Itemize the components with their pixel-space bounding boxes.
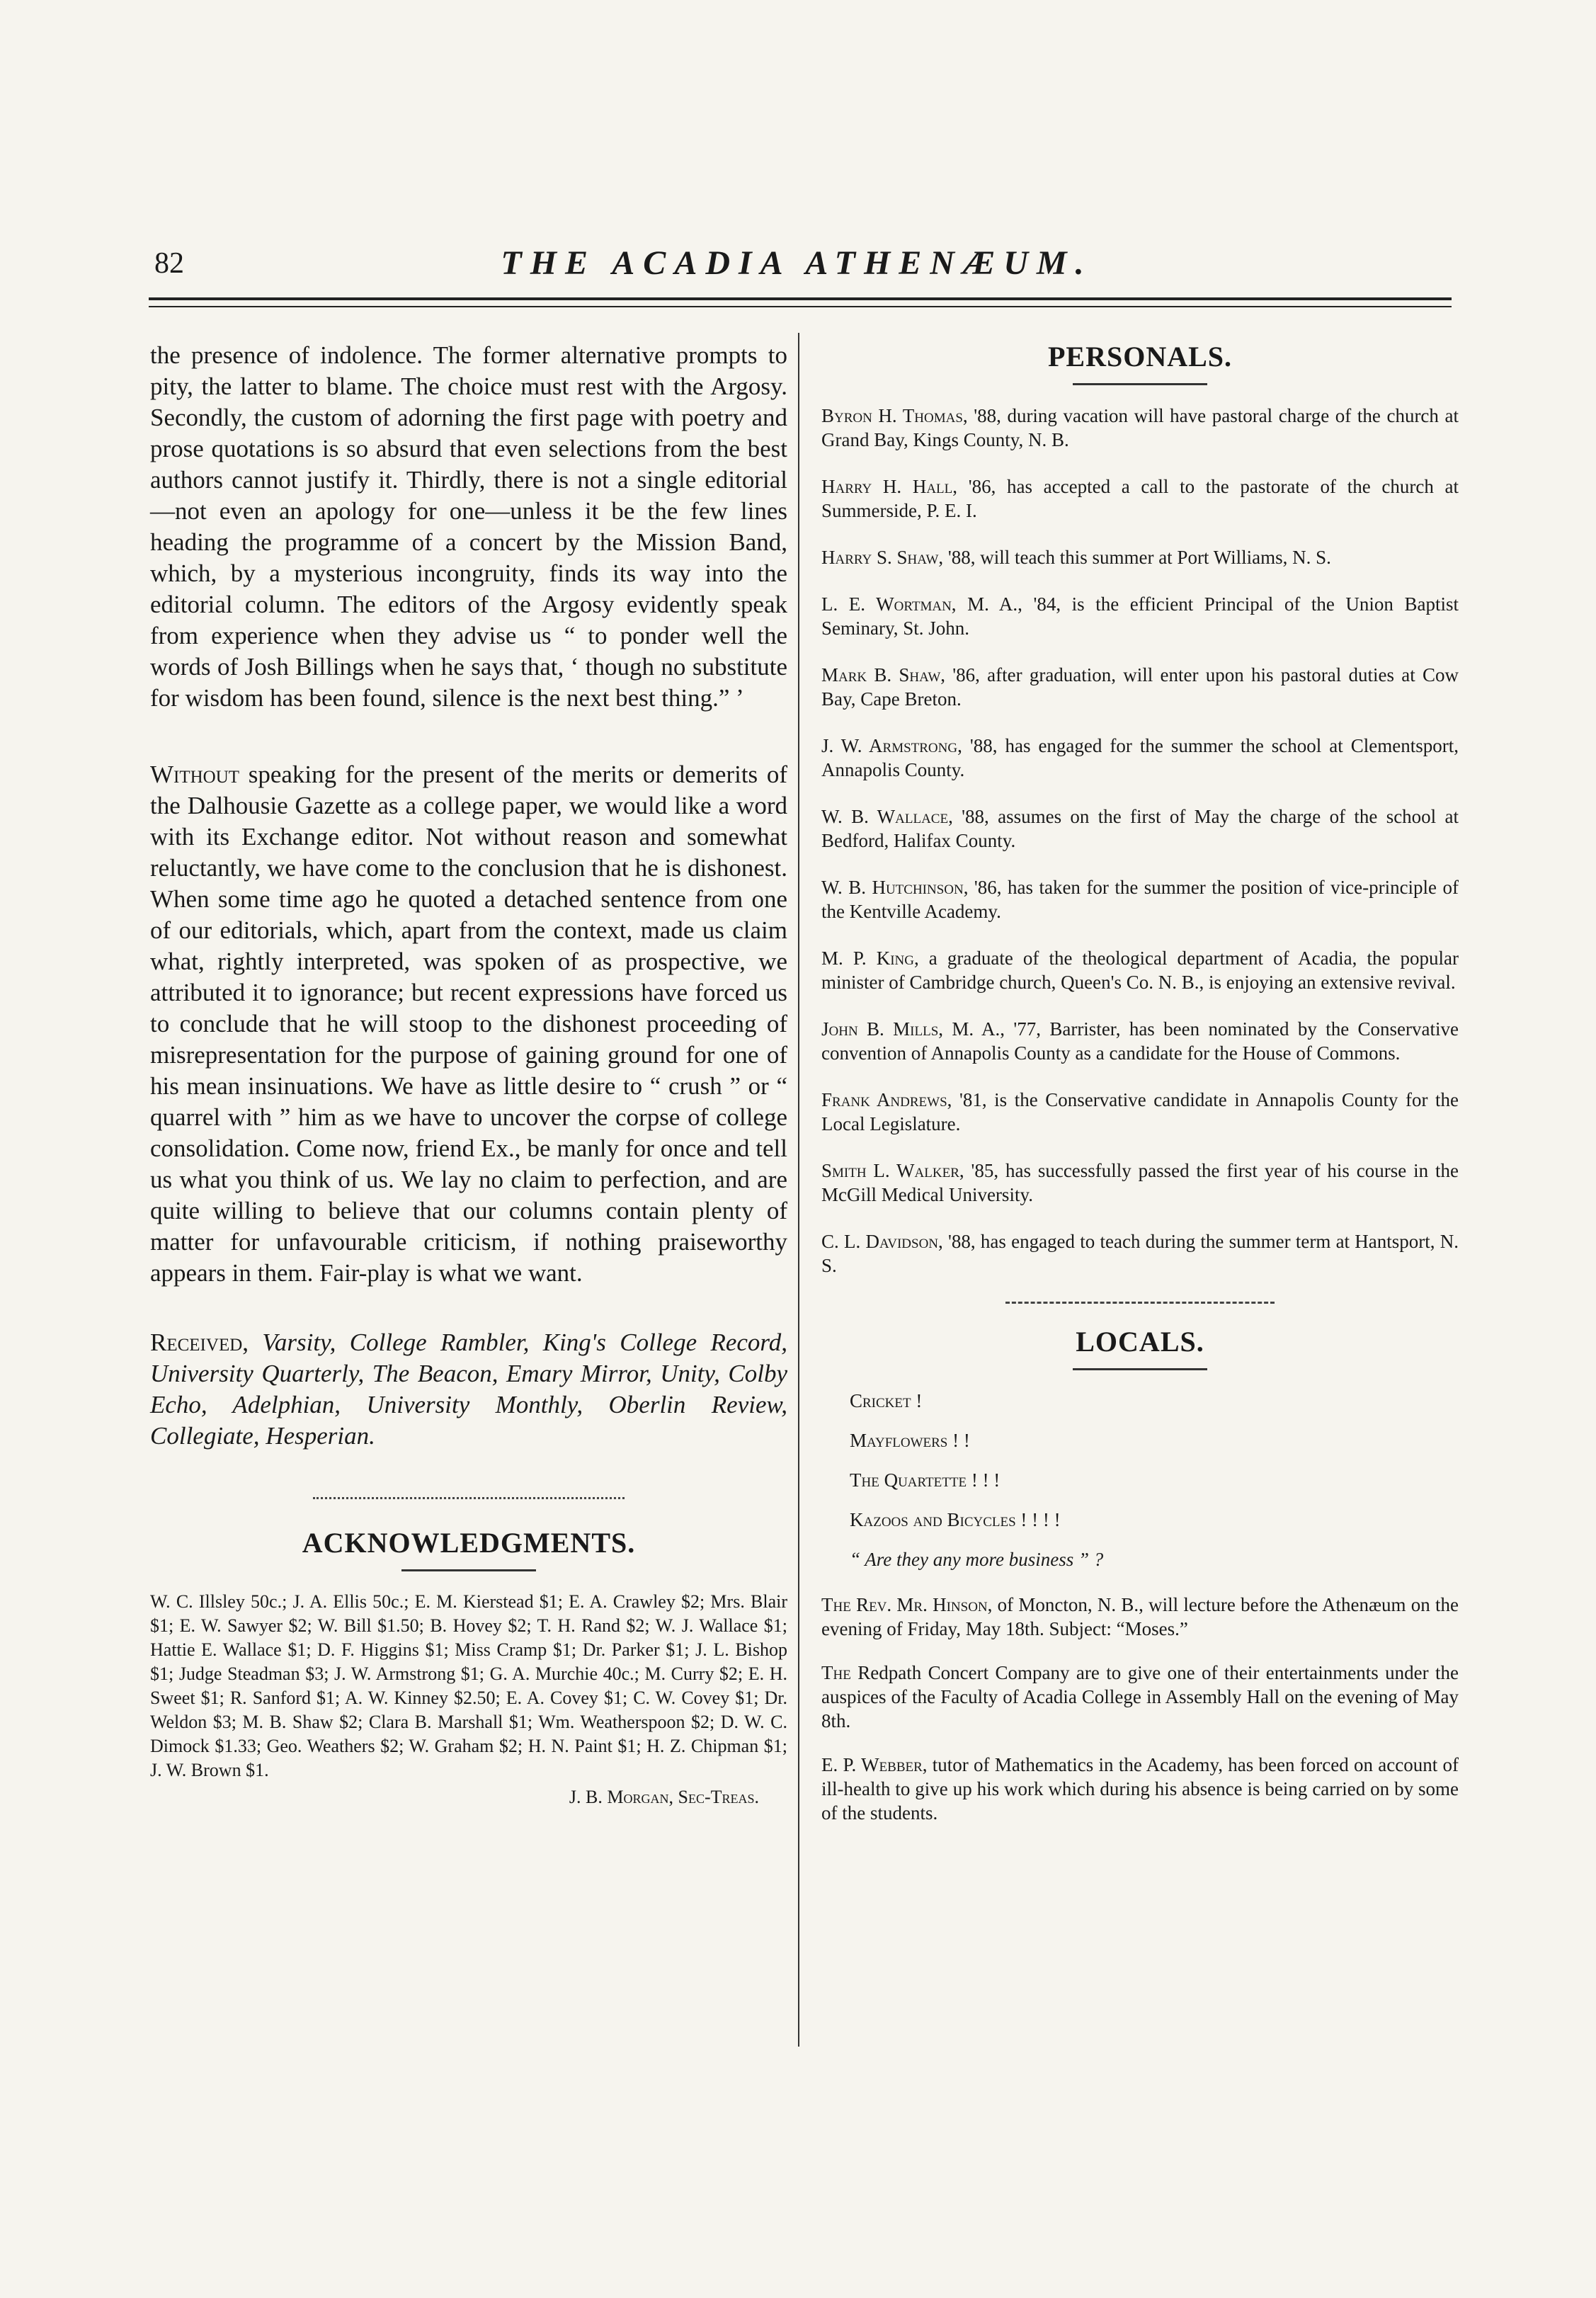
personal-item <box>821 1229 1459 1278</box>
local-text: tutor of Mathematics in the Academy, has been forced on account of ill-health to give up his work which during his absence is being carried on by some of the students. <box>821 1754 1459 1824</box>
personal-item <box>821 663 1459 711</box>
local-lead: E. P. Webber, <box>821 1754 928 1775</box>
local-text: Redpath Concert Company are to give one of their entertainments under the auspices of the Faculty of Acadia College in Assembly Hall on the evening of May 8th. <box>821 1662 1459 1731</box>
personal-text: '81, is the Conservative candidate in Annapolis County for the Local Legislature. <box>821 1089 1459 1134</box>
personal-item <box>821 734 1459 782</box>
personal-text: '86, after graduation, will enter upon his pastoral duties at Cow Bay, Cape Breton. <box>821 664 1459 710</box>
section-divider <box>1005 1302 1275 1304</box>
paragraph-text: speaking for the present of the merits or demerits of the Dalhousie Gazette as a college paper, we would like a word with its Exchange editor. Not without reason and somewhat reluctantly, we have come to the conclusion that he is dishonest. When some time ago he quoted a detached sentence from one of our editorials, which, apart from the context, made us claim what, rightly interpreted, was spoken of as prospective, we attributed it to ignorance; but recent expressions have forced us to conclude that he will stoop to the dishonest proceeding of misrepresentation for the purpose of gaining ground for one of his mean insinuations. We have as little desire to “ crush ” or “ quarrel with ” him as we have to uncover the corpse of college consolidation. Come now, friend Ex., be manly for once and tell us what you think of us. We lay no claim to perfection, and are quite willing to believe that our columns contain plenty of matter for unfavourable criticism, if nothing praiseworthy appears in them. Fair-play is what we want. <box>150 761 787 1287</box>
journal-title: THE ACADIA ATHENÆUM. <box>501 244 1093 282</box>
personal-item <box>821 545 1459 569</box>
acknowledgments-signature: J. B. Morgan, Sec-Treas. <box>569 1787 759 1807</box>
section-divider <box>313 1497 625 1499</box>
local-short-item: Cricket ! <box>850 1390 923 1411</box>
personal-name: W. B. Wallace, <box>821 806 953 827</box>
personal-name: John B. Mills, <box>821 1018 944 1040</box>
personal-item <box>821 875 1459 923</box>
personals-list <box>821 404 1459 1278</box>
personal-item <box>821 474 1459 523</box>
personal-text: a graduate of the theological department of Acadia, the popular minister of Cambridge church, Queen's Co. N. B., is enjoying an extensive revival. <box>821 948 1459 993</box>
personal-name: Harry H. Hall, <box>821 476 958 497</box>
local-lead: The <box>821 1662 851 1683</box>
exchanges-received <box>150 1327 787 1452</box>
personal-text: '85, has successfully passed the first year of his course in the McGill Medical University. <box>821 1160 1459 1205</box>
left-column <box>150 340 787 1808</box>
personal-item <box>821 592 1459 640</box>
personal-name: Frank Andrews, <box>821 1089 952 1110</box>
personal-item <box>821 1017 1459 1065</box>
personal-item <box>821 404 1459 452</box>
page-number: 82 <box>154 247 184 280</box>
personal-text: '86, has accepted a call to the pastorate of the church at Summerside, P. E. I. <box>821 476 1459 521</box>
personal-item <box>821 1088 1459 1136</box>
heading-rule <box>401 1569 536 1571</box>
exchanges-list: Varsity, College Rambler, King's College Record, University Quarterly, The Beacon, Emary Mirror, Unity, Colby Echo, Adelphian, University Monthly, Oberlin Review, Collegiate, Hesperian. <box>150 1329 787 1450</box>
local-lead: The Rev. Mr. Hinson, <box>821 1594 993 1615</box>
page-header <box>142 241 1452 297</box>
acknowledgments-list: W. C. Illsley 50c.; J. A. Ellis 50c.; E. M. Kierstead $1; E. A. Crawley $2; Mrs. Blair $1; E. W. Sawyer $2; W. Bill $1.50; B. Hovey $2; T. H. Rand $2; W. J. Wallace $1; Hattie E. Wallace $1; D. F. Higgins $1; Miss Cramp $1; Dr. Parker $1; J. L. Bishop $1; Judge Steadman $3; J. W. Armstrong $1; G. A. Murchie 40c.; M. Curry $2; E. H. Sweet $1; R. Sanford $1; A. W. Kinney $2.50; E. A. Covey $1; C. W. Covey $1; Dr. Weldon $3; M. B. Shaw $2; Clara B. Marshall $1; Wm. Weatherspoon $2; D. W. C. Dimock $1.33; Geo. Weathers $2; W. Graham $2; H. N. Paint $1; H. Z. Chipman $1; J. W. Brown $1. <box>150 1591 787 1780</box>
local-short-item: Kazoos and Bicycles ! ! ! ! <box>850 1509 1061 1530</box>
personal-name: C. L. Davidson, <box>821 1231 943 1252</box>
editorial-paragraph-dalhousie <box>150 759 787 1289</box>
local-short-item: Mayflowers ! ! <box>850 1430 970 1451</box>
local-item <box>821 1753 1459 1825</box>
right-column <box>821 340 1459 1845</box>
personal-name: L. E. Wortman, <box>821 593 957 615</box>
header-rule-thin <box>149 306 1452 307</box>
locals-paragraphs <box>821 1593 1459 1825</box>
acknowledgments-heading: ACKNOWLEDGMENTS. <box>302 1527 636 1559</box>
local-text: of Moncton, N. B., will lecture before the Athenæum on the evening of Friday, May 18th. Subject: “Moses.” <box>821 1594 1459 1639</box>
personal-name: Harry S. Shaw, <box>821 547 944 568</box>
locals-short-items <box>821 1389 1459 1571</box>
personal-item <box>821 1159 1459 1207</box>
heading-rule <box>1073 1368 1207 1370</box>
local-short-item: The Quartette ! ! ! <box>850 1469 1001 1491</box>
personal-name: Mark B. Shaw, <box>821 664 946 686</box>
personal-text: '86, has taken for the summer the position of vice-principle of the Kentville Academy. <box>821 877 1459 922</box>
personal-text: '88, has engaged to teach during the summer term at Hantsport, N. S. <box>821 1231 1459 1276</box>
personal-item <box>821 804 1459 853</box>
personal-name: J. W. Armstrong, <box>821 735 962 756</box>
personal-text: '88, has engaged for the summer the school at Clementsport, Annapolis County. <box>821 735 1459 780</box>
personals-heading: PERSONALS. <box>1047 341 1233 372</box>
personal-name: Smith L. Walker, <box>821 1160 964 1181</box>
heading-rule <box>1073 383 1207 385</box>
personal-text: M. A., '77, Barrister, has been nominated by the Conservative convention of Annapolis County as a candidate for the House of Commons. <box>821 1018 1459 1064</box>
paragraph-lead: Received, <box>150 1329 249 1356</box>
header-rule <box>149 297 1452 300</box>
column-divider <box>798 333 799 2047</box>
local-short-item: “ Are they any more business ” ? <box>850 1549 1104 1570</box>
personal-text: '88, assumes on the first of May the charge of the school at Bedford, Halifax County. <box>821 806 1459 851</box>
personal-name: M. P. King, <box>821 948 919 969</box>
paragraph-lead: Without <box>150 761 240 788</box>
personal-text: M. A., '84, is the efficient Principal of the Union Baptist Seminary, St. John. <box>821 593 1459 639</box>
locals-heading: LOCALS. <box>1076 1326 1204 1358</box>
local-item <box>821 1593 1459 1641</box>
personal-item <box>821 946 1459 994</box>
editorial-paragraph-argosy: the presence of indolence. The former alternative prompts to pity, the latter to blame. The choice must rest with the Argosy. Secondly, the custom of adorning the first page with poetry and prose quotations is so absurd that even selections from the best authors cannot justify it. Thirdly, there is not a single editorial—not even an apology for one—unless it be the few lines heading the programme of a concert by the Mission Band, which, by a mysterious incongruity, finds its way into the editorial column. The editors of the Argosy evidently speak from experience when they advise us “ to ponder well the words of Josh Billings when he says that, ‘ though no substitute for wisdom has been found, silence is the next best thing.” ’ <box>150 341 787 712</box>
personal-name: W. B. Hutchinson, <box>821 877 969 898</box>
personal-text: '88, during vacation will have pastoral charge of the church at Grand Bay, Kings County, N. B. <box>821 405 1459 450</box>
local-item <box>821 1661 1459 1733</box>
personal-name: Byron H. Thomas, <box>821 405 968 426</box>
personal-text: '88, will teach this summer at Port Williams, N. S. <box>943 547 1331 568</box>
